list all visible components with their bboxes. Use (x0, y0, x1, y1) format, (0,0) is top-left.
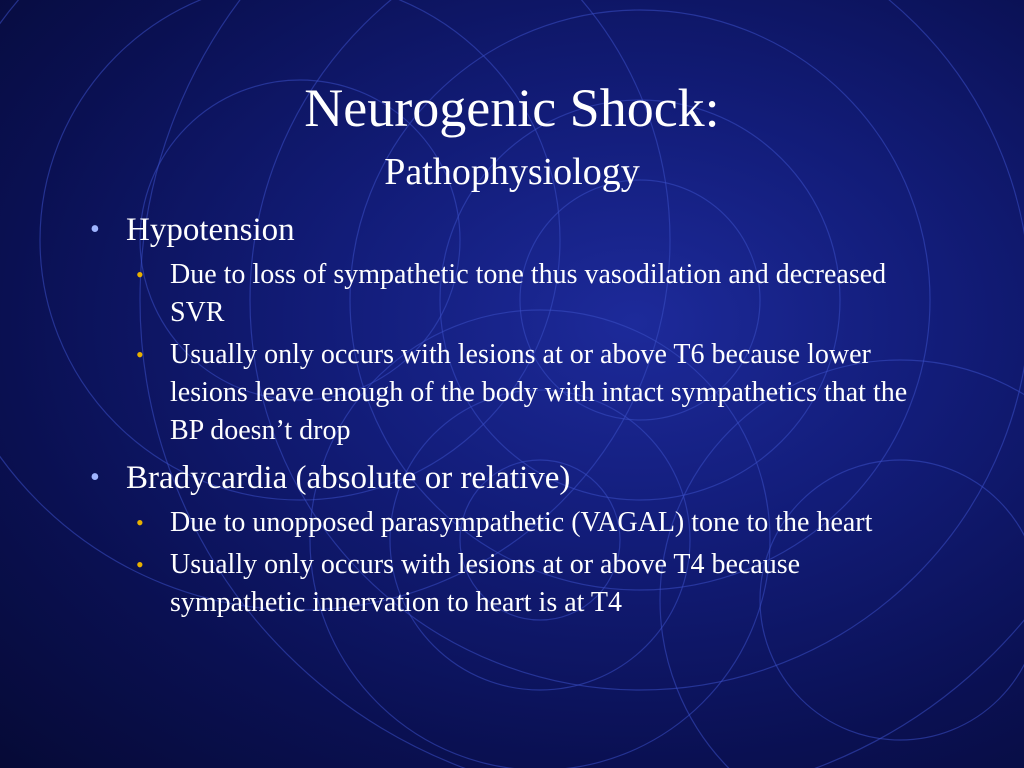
sub-bullet-marker: • (136, 510, 144, 535)
slide-title: Neurogenic Shock: (304, 78, 720, 138)
bullet-list (88, 210, 928, 622)
bullet-hypotension (88, 210, 928, 250)
sub-bullet-text: Usually only occurs with lesions at or above T6 because lower lesions leave enough of the body with intact sympathetics that the BP doesn’t drop (170, 339, 908, 446)
bullet-text: Hypotension (126, 212, 295, 248)
sub-bullet-item (133, 546, 928, 622)
sub-bullet-marker: • (136, 342, 144, 367)
sub-bullet-text: Due to unopposed parasympathetic (VAGAL) tone to the heart (170, 507, 873, 538)
sub-bullet-marker: • (136, 262, 144, 287)
sub-bullet-text: Due to loss of sympathetic tone thus vasodilation and decreased SVR (170, 259, 887, 328)
sub-bullet-item (133, 504, 928, 542)
bullet-marker: • (90, 462, 100, 493)
bullet-marker: • (90, 214, 100, 245)
sub-bullet-marker: • (136, 552, 144, 577)
sub-bullet-item (133, 256, 928, 332)
bullet-text: Bradycardia (absolute or relative) (126, 460, 571, 496)
sub-bullet-text: Usually only occurs with lesions at or above T4 because sympathetic innervation to heart is at T4 (170, 549, 801, 618)
slide-subtitle: Pathophysiology (384, 151, 640, 193)
bullet-bradycardia (88, 458, 928, 498)
sub-bullet-item (133, 336, 928, 450)
